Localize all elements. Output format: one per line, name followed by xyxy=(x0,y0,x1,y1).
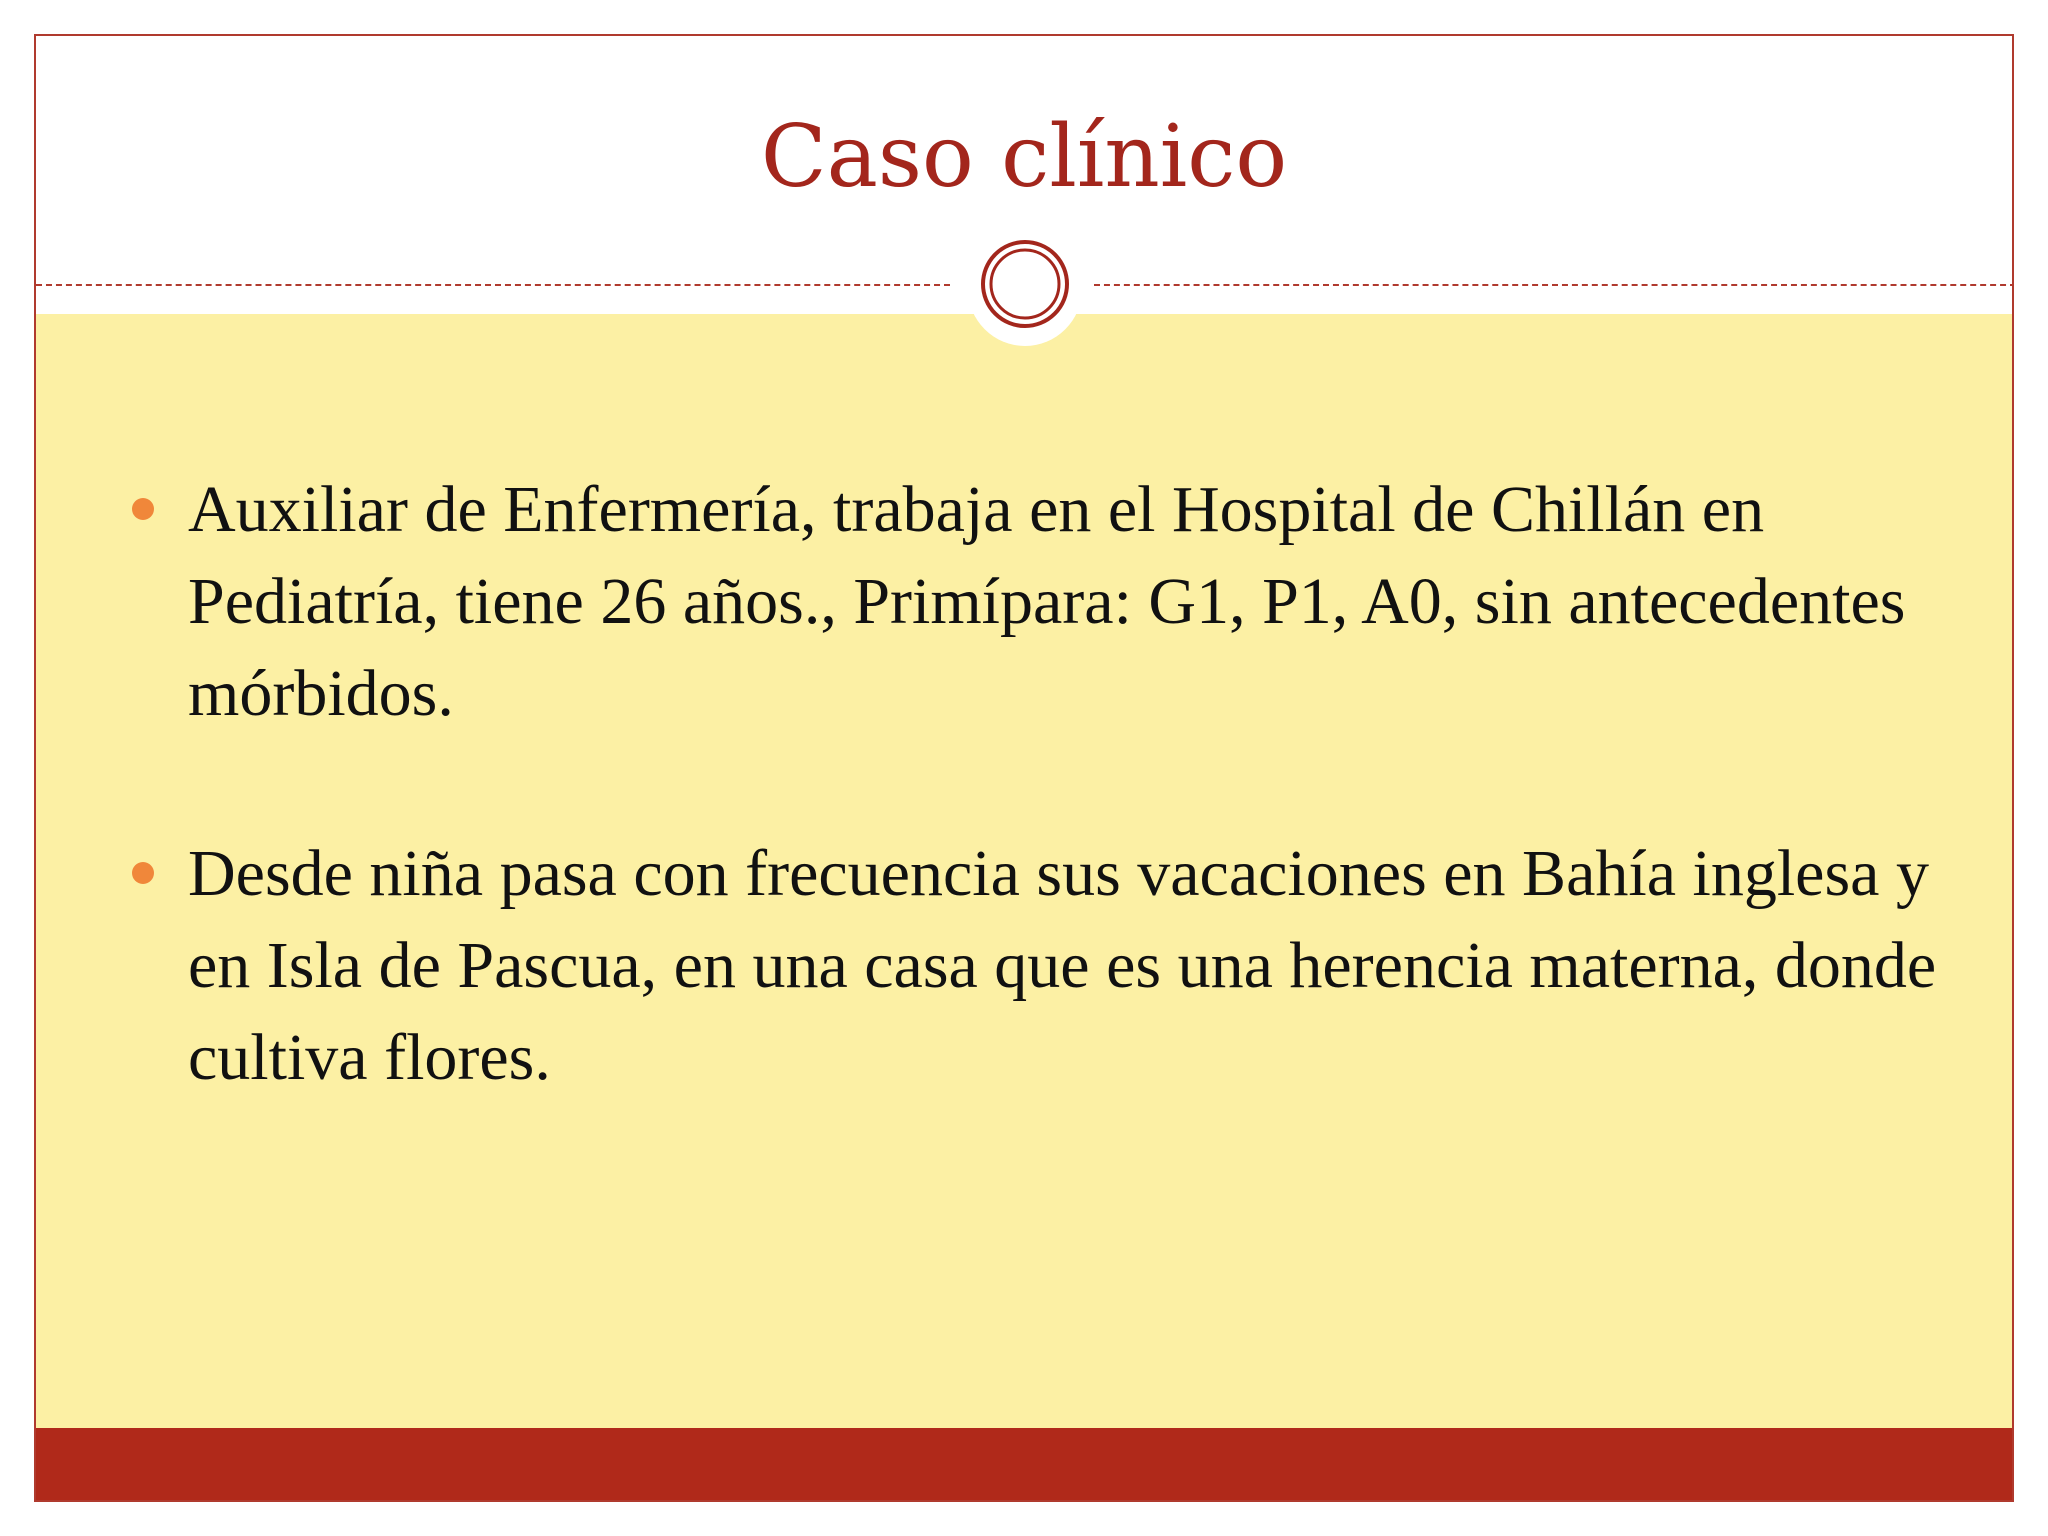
slide xyxy=(34,34,2014,1502)
title-divider-right xyxy=(1094,284,2014,286)
bullet-text: Desde niña pasa con frecuencia sus vacaciones en Bahía inglesa y en Isla de Pascua, en una casa que es una herencia materna, donde cultiva flores. xyxy=(188,837,1962,1094)
bullet-dot-icon xyxy=(132,862,154,884)
double-ring-icon xyxy=(968,232,1082,346)
footer-bar xyxy=(36,1428,2012,1500)
bullet-dot-icon xyxy=(132,498,154,520)
slide-title: Caso clínico xyxy=(760,107,1288,207)
title-divider-left xyxy=(36,284,950,286)
bullet-text: Auxiliar de Enfermería, trabaja en el Hospital de Chillán en Pediatría, tiene 26 años., Primípara: G1, P1, A0, sin antecedentes mórbidos. xyxy=(188,473,1922,730)
list-item xyxy=(104,828,1994,1104)
bullet-list xyxy=(104,464,1994,1192)
list-item xyxy=(104,464,1994,740)
